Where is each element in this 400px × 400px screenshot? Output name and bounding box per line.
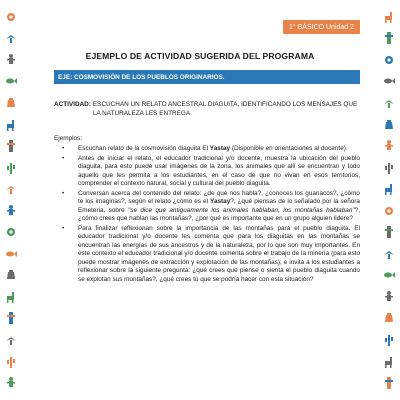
axis-label: EJE: COSMOVISIÓN DE LOS PUEBLOS ORIGINARIOS.: [58, 73, 225, 81]
fish-icon: [382, 268, 396, 282]
activity-text: ESCUCHAN UN RELATO ANCESTRAL DIAGUITA, IDENTIFICANDO LOS MENSAJES QUE LA NATURALEZA LES ENTREGA: [92, 101, 358, 117]
figure-icon: [4, 376, 18, 390]
cactus-icon: [382, 333, 396, 347]
example-3-quote: "se dice que antiguamente los animales hablaban, los montañas hablaban": [127, 206, 355, 214]
unit-tab-label: 1° BÁSICO Unidad 2: [288, 23, 355, 31]
unit-tab: [283, 20, 360, 34]
yastay-term: Yastay: [210, 198, 231, 205]
llama-icon: [4, 118, 18, 132]
totem-icon: [4, 311, 18, 325]
llama-icon: [382, 182, 396, 196]
bird-icon: [4, 182, 18, 196]
axis-banner: [54, 70, 360, 84]
bird-icon: [382, 247, 396, 261]
example-2-text: Antes de iniciar el relato, el educador tradicional y/o docente, muestra la ubicación del pueblo diaguita, para esto puede usar imágenes de la zona, los animales que allí se encuentran y todo aquello que les permita a los estudiantes, en el caso de que no vivan en esos territorios, comprender el contexto natural, social y cultural del pueblo diaguita.: [78, 154, 360, 187]
bullet: •: [62, 189, 65, 197]
example-3-text: Conversan acerca del contenido del relato: ¿de qué nos habla?, ¿conoces los guanacos?, ¿cómo te los imaginas?, según el relato ¿cómo es el: [78, 189, 360, 205]
example-list: [54, 145, 360, 285]
fish-icon: [4, 247, 18, 261]
fish-icon: [382, 74, 396, 88]
fish-icon: [4, 74, 18, 88]
list-item: [54, 155, 360, 189]
example-3-text-end: ?, ¿cómo crees que hablan las montañas?, ¿por qué es importante que en un grupo alguien lidere?: [78, 206, 360, 222]
ornament-icon: [382, 204, 396, 218]
bullet: •: [62, 224, 65, 232]
cactus-icon: [382, 161, 396, 175]
example-4-text: Para finalizar reflexionan sobre la importancia de las montañas para el pueblo diaguita. El educador tradicional y/o docente les comenta que para los diaguitas en las montañas se encuentran las energías de sus ancestros y de la naturaleza, por lo que son muy importantes. En este contexto el educador tradicional y/o docente comenta sobre el trabajo de la minería (para esto puede mostrar imágenes de extracción y explotación de las montañas), e invita a los estudiantes a reflexionar sobre la siguiente pregunta: ¿qué crees que piense o sienta el pueblo diaguita cuando se explotan sus montañas?, ¿qué crees tú que se podría hacer con esta situación?: [78, 224, 360, 283]
yastay-term: Yastay: [209, 145, 231, 152]
example-1-text-end: (Disponible en orientaciones al docente).: [230, 145, 348, 152]
ornament-icon: [4, 10, 18, 24]
pot-icon: [4, 268, 18, 282]
cactus-icon: [4, 161, 18, 175]
llama-icon: [382, 10, 396, 24]
pot-icon: [382, 118, 396, 132]
bullet: •: [62, 145, 65, 152]
activity-label: ACTIVIDAD:: [54, 101, 91, 108]
totem-icon: [382, 376, 396, 390]
figure-icon: [382, 139, 396, 153]
figure-icon: [382, 290, 396, 304]
llama-icon: [4, 290, 18, 304]
examples-label: Ejemplos:: [54, 135, 83, 142]
list-item: [54, 145, 360, 154]
pot-icon: [382, 311, 396, 325]
totem-icon: [382, 31, 396, 45]
bird-icon: [382, 96, 396, 110]
example-3-text-mid: ?, ¿qué piensas de lo señalado por la señora Emeteria, sobre: [78, 198, 360, 214]
bullet: •: [62, 154, 65, 162]
list-item: [54, 225, 360, 285]
list-item: [54, 190, 360, 224]
bird-icon: [4, 333, 18, 347]
activity-block: [54, 100, 366, 118]
example-1-text: Escuchan relato de la cosmovisión diaguita El: [78, 145, 210, 152]
ornament-icon: [4, 225, 18, 239]
bird-icon: [4, 31, 18, 45]
pot-icon: [4, 96, 18, 110]
totem-icon: [4, 139, 18, 153]
page-title: EJEMPLO DE ACTIVIDAD SUGERIDA DEL PROGRAMA: [85, 51, 315, 61]
llama-icon: [382, 355, 396, 369]
cactus-icon: [4, 355, 18, 369]
figure-icon: [4, 204, 18, 218]
totem-icon: [382, 225, 396, 239]
